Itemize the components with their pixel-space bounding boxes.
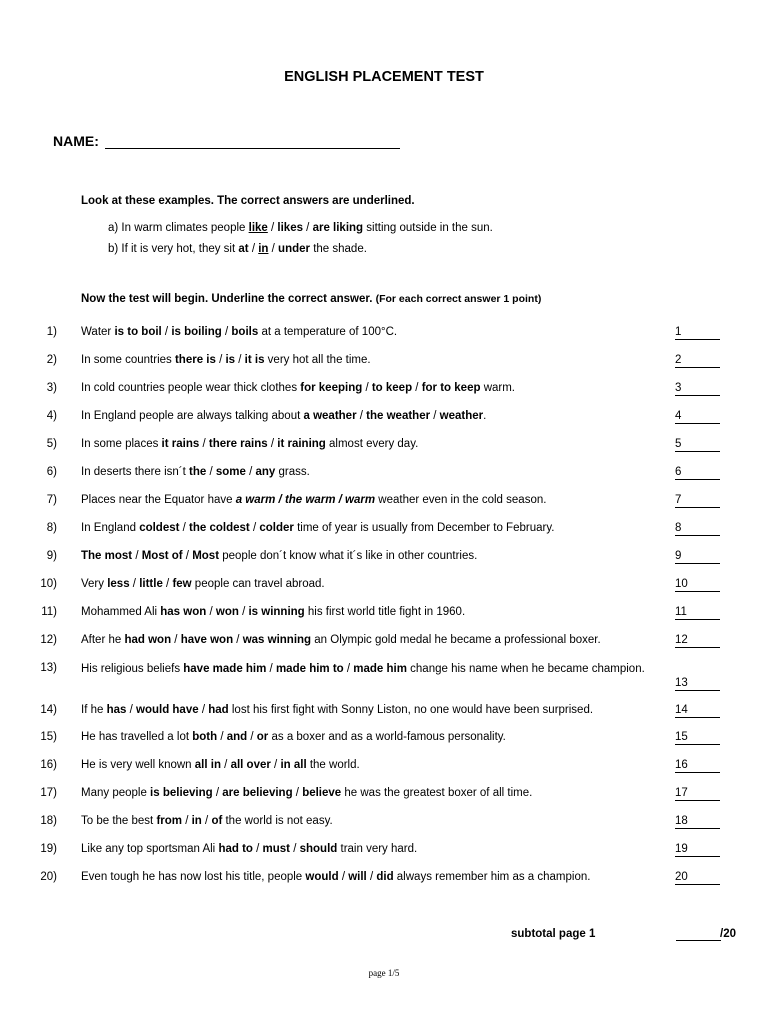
question-number: 11): [41, 606, 57, 618]
question-number: 4): [46, 410, 57, 422]
answer-option[interactable]: did: [376, 871, 394, 883]
question-row: [0, 662, 768, 689]
answer-option[interactable]: or: [256, 731, 269, 743]
name-label: NAME:: [53, 133, 99, 149]
answer-option[interactable]: and: [226, 731, 248, 743]
answer-blank[interactable]: 10: [675, 578, 720, 592]
answer-option[interactable]: colder: [259, 522, 294, 534]
answer-blank[interactable]: 1: [675, 326, 720, 340]
question-number: 15): [40, 731, 57, 743]
answer-option[interactable]: in: [258, 243, 269, 255]
answer-option[interactable]: is winning: [248, 606, 305, 618]
name-field-line[interactable]: [105, 148, 400, 149]
question-text: In some countries there is / is / it is very hot all the time.: [81, 354, 371, 366]
answer-blank[interactable]: 16: [675, 759, 720, 773]
question-text: If he has / would have / had lost his first fight with Sonny Liston, no one would have been surprised.: [81, 704, 594, 716]
answer-blank[interactable]: 19: [675, 843, 720, 857]
examples-instruction: Look at these examples. The correct answers are underlined.: [81, 195, 415, 207]
answer-option[interactable]: has won: [160, 606, 207, 618]
answer-option[interactable]: some: [215, 466, 246, 478]
question-number: 8): [46, 522, 57, 534]
question-row: [0, 326, 768, 342]
answer-option[interactable]: there rains: [208, 438, 268, 450]
answer-option[interactable]: must: [262, 843, 291, 855]
answer-option[interactable]: the: [189, 466, 207, 478]
test-instruction: [81, 293, 541, 305]
answer-option[interactable]: it rains: [161, 438, 200, 450]
question-row: [0, 759, 768, 775]
answer-blank[interactable]: 7: [675, 494, 720, 508]
answer-option[interactable]: would have: [136, 704, 199, 716]
answer-option[interactable]: would: [305, 871, 339, 883]
question-text: Many people is believing / are believing / believe he was the greatest boxer of all time.: [81, 787, 533, 799]
question-text: Very less / little / few people can travel abroad.: [81, 578, 325, 590]
answer-option[interactable]: all over: [230, 759, 271, 771]
question-text: In England people are always talking about a weather / the weather / weather.: [81, 410, 487, 422]
answer-blank[interactable]: 2: [675, 354, 720, 368]
test-instruction-text: Now the test will begin. Underline the correct answer.: [81, 293, 373, 305]
answer-option[interactable]: both: [192, 731, 218, 743]
answer-blank[interactable]: 14: [675, 704, 720, 718]
answer-option[interactable]: should: [299, 843, 338, 855]
question-number: 14): [40, 704, 57, 716]
answer-option[interactable]: believe: [302, 787, 342, 799]
question-row: [0, 731, 768, 747]
answer-blank[interactable]: 18: [675, 815, 720, 829]
answer-option[interactable]: have won: [180, 634, 234, 646]
answer-option[interactable]: a weather: [303, 410, 357, 422]
answer-option[interactable]: is: [225, 354, 236, 366]
question-row: [0, 704, 768, 720]
question-row: [0, 871, 768, 887]
subtotal-line[interactable]: [676, 940, 721, 941]
question-row: [0, 787, 768, 803]
answer-option[interactable]: to keep: [371, 382, 413, 394]
answer-option[interactable]: made him to: [275, 663, 344, 675]
answer-option[interactable]: is boiling: [171, 326, 222, 338]
question-number: 3): [46, 382, 57, 394]
question-number: 13): [40, 662, 57, 674]
answer-option[interactable]: under: [278, 243, 310, 255]
answer-option[interactable]: at: [238, 243, 249, 255]
answer-option[interactable]: the weather: [366, 410, 431, 422]
question-row: [0, 494, 768, 510]
question-number: 12): [40, 634, 57, 646]
question-row: [0, 466, 768, 482]
example-label: b): [108, 243, 122, 255]
test-instruction-note: (For each correct answer 1 point): [375, 293, 542, 305]
example-label: a): [108, 222, 122, 234]
example-text: In warm climates people like / likes / are liking sitting outside in the sun.: [121, 222, 493, 234]
question-row: [0, 522, 768, 538]
question-number: 19): [40, 843, 57, 855]
answer-option[interactable]: in all: [280, 759, 307, 771]
answer-blank[interactable]: 6: [675, 466, 720, 480]
question-text: The most / Most of / Most people don´t know what it´s like in other countries.: [81, 550, 478, 562]
answer-option[interactable]: likes: [277, 222, 303, 234]
answer-option[interactable]: any: [255, 466, 276, 478]
answer-option[interactable]: are liking: [312, 222, 364, 234]
answer-option[interactable]: less: [107, 578, 130, 590]
answer-option[interactable]: was winning: [242, 634, 312, 646]
question-row: [0, 606, 768, 622]
question-text: He is very well known all in / all over / in all the world.: [81, 759, 360, 771]
answer-option[interactable]: it raining: [277, 438, 326, 450]
answer-blank[interactable]: 20: [675, 871, 720, 885]
question-text: To be the best from / in / of the world is not easy.: [81, 815, 333, 827]
question-text: In cold countries people wear thick clothes for keeping / to keep / for to keep warm.: [81, 382, 515, 394]
answer-option[interactable]: weather: [439, 410, 484, 422]
answer-option[interactable]: of: [211, 815, 223, 827]
question-text: In some places it rains / there rains / it raining almost every day.: [81, 438, 419, 450]
answer-option[interactable]: had won: [124, 634, 172, 646]
answer-option[interactable]: boils: [231, 326, 259, 338]
answer-option[interactable]: the warm: [284, 494, 336, 506]
answer-option[interactable]: is to boil: [114, 326, 162, 338]
question-text: In deserts there isn´t the / some / any grass.: [81, 466, 310, 478]
answer-blank[interactable]: 5: [675, 438, 720, 452]
subtotal-label: subtotal page 1: [511, 928, 596, 940]
question-row: [0, 578, 768, 594]
question-number: 18): [40, 815, 57, 827]
example-text: If it is very hot, they sit at / in / under the shade.: [121, 243, 367, 255]
answer-option[interactable]: it is: [244, 354, 265, 366]
question-number: 6): [46, 466, 57, 478]
answer-blank[interactable]: 15: [675, 731, 720, 745]
answer-option[interactable]: The most: [81, 550, 133, 562]
question-row: [0, 550, 768, 566]
question-number: 5): [46, 438, 57, 450]
answer-option[interactable]: has: [106, 704, 127, 716]
question-text: Places near the Equator have a warm / the warm / warm weather even in the cold season.: [81, 494, 547, 506]
answer-option[interactable]: Most of: [141, 550, 183, 562]
answer-option[interactable]: few: [172, 578, 192, 590]
answer-option[interactable]: had to: [218, 843, 253, 855]
question-number: 17): [40, 787, 57, 799]
answer-option[interactable]: have made him: [183, 663, 267, 675]
question-number: 7): [46, 494, 57, 506]
answer-option[interactable]: there is: [174, 354, 216, 366]
question-row: [0, 410, 768, 426]
question-number: 20): [40, 871, 57, 883]
answer-option[interactable]: like: [248, 222, 268, 234]
answer-option[interactable]: all in: [194, 759, 221, 771]
answer-option[interactable]: a warm: [235, 494, 276, 506]
example-item: [108, 222, 493, 234]
answer-blank[interactable]: 9: [675, 550, 720, 564]
answer-option[interactable]: made him: [353, 663, 407, 675]
answer-blank[interactable]: 17: [675, 787, 720, 801]
question-number: 2): [46, 354, 57, 366]
question-text: He has travelled a lot both / and / or as a boxer and as a world-famous personality.: [81, 731, 506, 743]
answer-option[interactable]: won: [215, 606, 239, 618]
question-text: Even tough he has now lost his title, people would / will / did always remember him as a champion.: [81, 871, 591, 883]
answer-blank[interactable]: 8: [675, 522, 720, 536]
question-row: [0, 354, 768, 370]
answer-blank[interactable]: 4: [675, 410, 720, 424]
answer-option[interactable]: is believing: [150, 787, 213, 799]
answer-option[interactable]: for to keep: [421, 382, 481, 394]
answer-blank[interactable]: 13: [675, 677, 720, 691]
question-text: Like any top sportsman Ali had to / must / should train very hard.: [81, 843, 418, 855]
question-text: Water is to boil / is boiling / boils at a temperature of 100°C.: [81, 326, 398, 338]
answer-option[interactable]: are believing: [222, 787, 293, 799]
subtotal-max: /20: [720, 928, 736, 940]
answer-option[interactable]: Most: [192, 550, 220, 562]
answer-option[interactable]: from: [156, 815, 183, 827]
question-number: 10): [40, 578, 57, 590]
answer-option[interactable]: had: [208, 704, 229, 716]
page-number: page 1/5: [368, 968, 400, 978]
question-number: 9): [46, 550, 57, 562]
answer-option[interactable]: warm: [345, 494, 376, 506]
question-number: 16): [40, 759, 57, 771]
question-row: [0, 815, 768, 831]
answer-blank[interactable]: 3: [675, 382, 720, 396]
example-item: [108, 243, 367, 255]
answer-blank[interactable]: 11: [675, 606, 720, 620]
answer-option[interactable]: will: [348, 871, 367, 883]
answer-option[interactable]: the coldest: [189, 522, 250, 534]
question-text: After he had won / have won / was winning an Olympic gold medal he became a professional boxer.: [81, 634, 601, 646]
question-row: [0, 843, 768, 859]
question-number: 1): [46, 326, 57, 338]
question-text: Mohammed Ali has won / won / is winning his first world title fight in 1960.: [81, 606, 466, 618]
question-row: [0, 438, 768, 454]
page-title: ENGLISH PLACEMENT TEST: [284, 69, 484, 85]
answer-option[interactable]: for keeping: [300, 382, 363, 394]
answer-option[interactable]: in: [191, 815, 202, 827]
answer-blank[interactable]: 12: [675, 634, 720, 648]
answer-option[interactable]: coldest: [139, 522, 180, 534]
answer-option[interactable]: little: [139, 578, 163, 590]
question-text: His religious beliefs have made him / made him to / made him change his name when he became champion.: [81, 663, 645, 675]
question-row: [0, 382, 768, 398]
question-row: [0, 634, 768, 650]
question-text: In England coldest / the coldest / colder time of year is usually from December to February.: [81, 522, 555, 534]
